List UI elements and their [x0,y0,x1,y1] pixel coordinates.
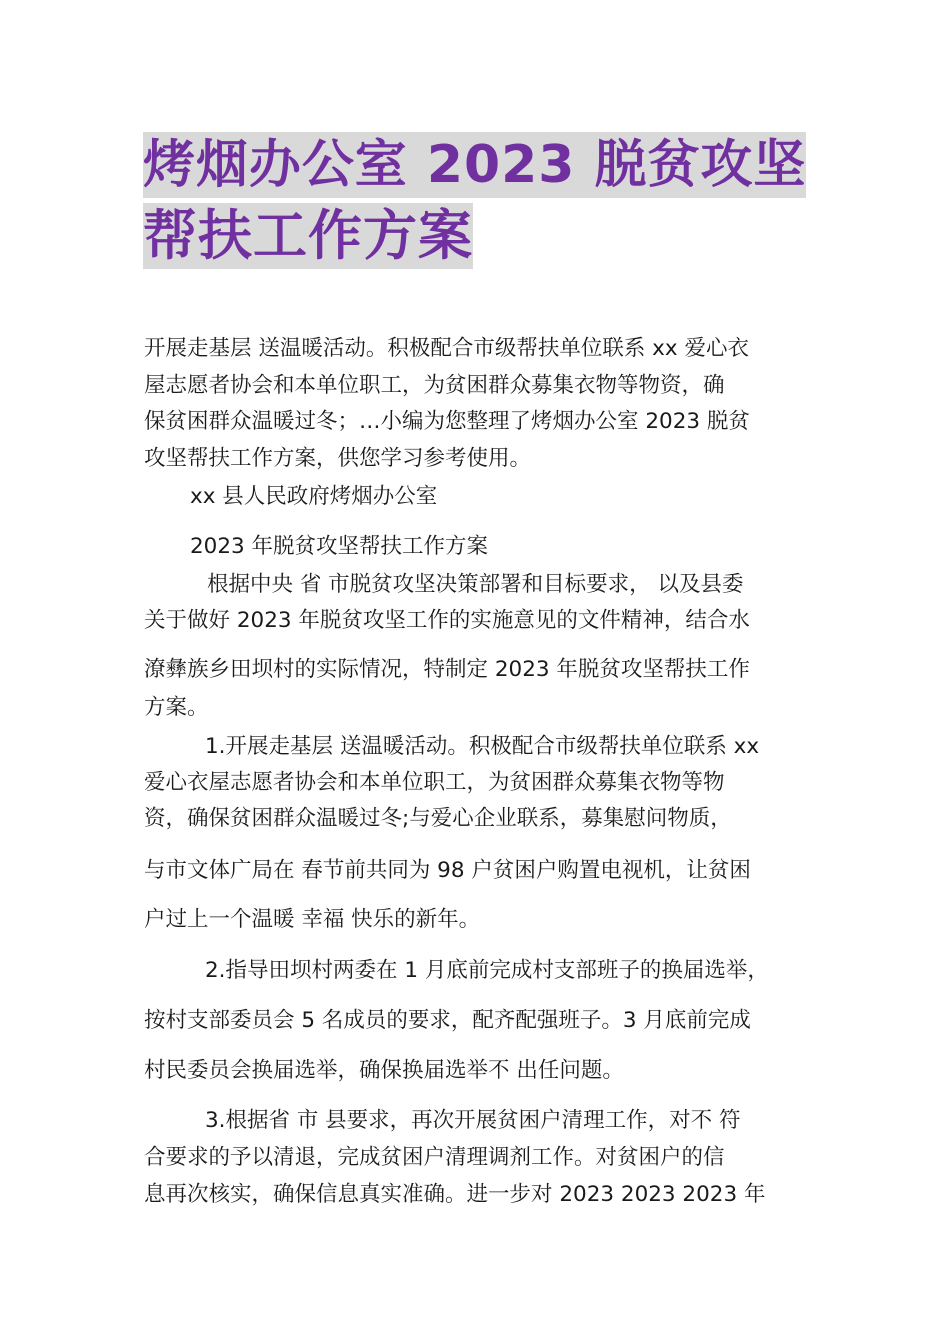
preamble-line: 关于做好 2023 年脱贫攻坚工作的实施意见的文件精神，结合水 [144,608,750,633]
item-1-line: 与市文体广局在 春节前共同为 98 户贫困户购置电视机，让贫困 [144,858,751,883]
preamble-line: 潦彝族乡田坝村的实际情况，特制定 2023 年脱贫攻坚帮扶工作 [144,657,750,682]
item-1-line: 1.开展走基层 送温暖活动。积极配合市级帮扶单位联系 xx [205,734,760,759]
intro-line: 开展走基层 送温暖活动。积极配合市级帮扶单位联系 xx 爱心衣 [144,336,749,361]
issuing-organization: xx 县人民政府烤烟办公室 [190,484,438,509]
item-1-line: 户过上一个温暖 幸福 快乐的新年。 [144,907,481,932]
item-3-line: 合要求的予以清退，完成贫困户清理调剂工作。对贫困户的信 [144,1145,725,1170]
intro-line: 攻坚帮扶工作方案，供您学习参考使用。 [144,446,532,471]
item-1-line: 爱心衣屋志愿者协会和本单位职工，为贫困群众募集衣物等物 [144,770,725,795]
preamble-line: 根据中央 省 市脱贫攻坚决策部署和目标要求， 以及县委 [207,572,744,597]
intro-line: 屋志愿者协会和本单位职工，为贫困群众募集衣物等物资，确 [144,373,725,398]
item-2-line: 村民委员会换届选举，确保换届选举不 出任问题。 [144,1058,624,1083]
plan-title: 2023 年脱贫攻坚帮扶工作方案 [190,534,489,559]
item-1-line: 资，确保贫困群众温暖过冬;与爱心企业联系，募集慰问物质， [144,806,732,831]
item-2-line: 按村支部委员会 5 名成员的要求，配齐配强班子。3 月底前完成 [144,1008,751,1033]
item-3-line: 息再次核实，确保信息真实准确。进一步对 2023 2023 2023 年 [144,1182,766,1207]
item-2-line: 2.指导田坝村两委在 1 月底前完成村支部班子的换届选举， [205,958,769,983]
document-title-line-2: 帮扶工作方案 [143,204,473,267]
intro-line: 保贫困群众温暖过冬；…小编为您整理了烤烟办公室 2023 脱贫 [144,409,750,434]
item-3-line: 3.根据省 市 县要求，再次开展贫困户清理工作，对不 符 [205,1108,741,1133]
document-title-line-1: 烤烟办公室 2023 脱贫攻坚 [143,132,806,198]
preamble-line: 方案。 [144,695,209,720]
